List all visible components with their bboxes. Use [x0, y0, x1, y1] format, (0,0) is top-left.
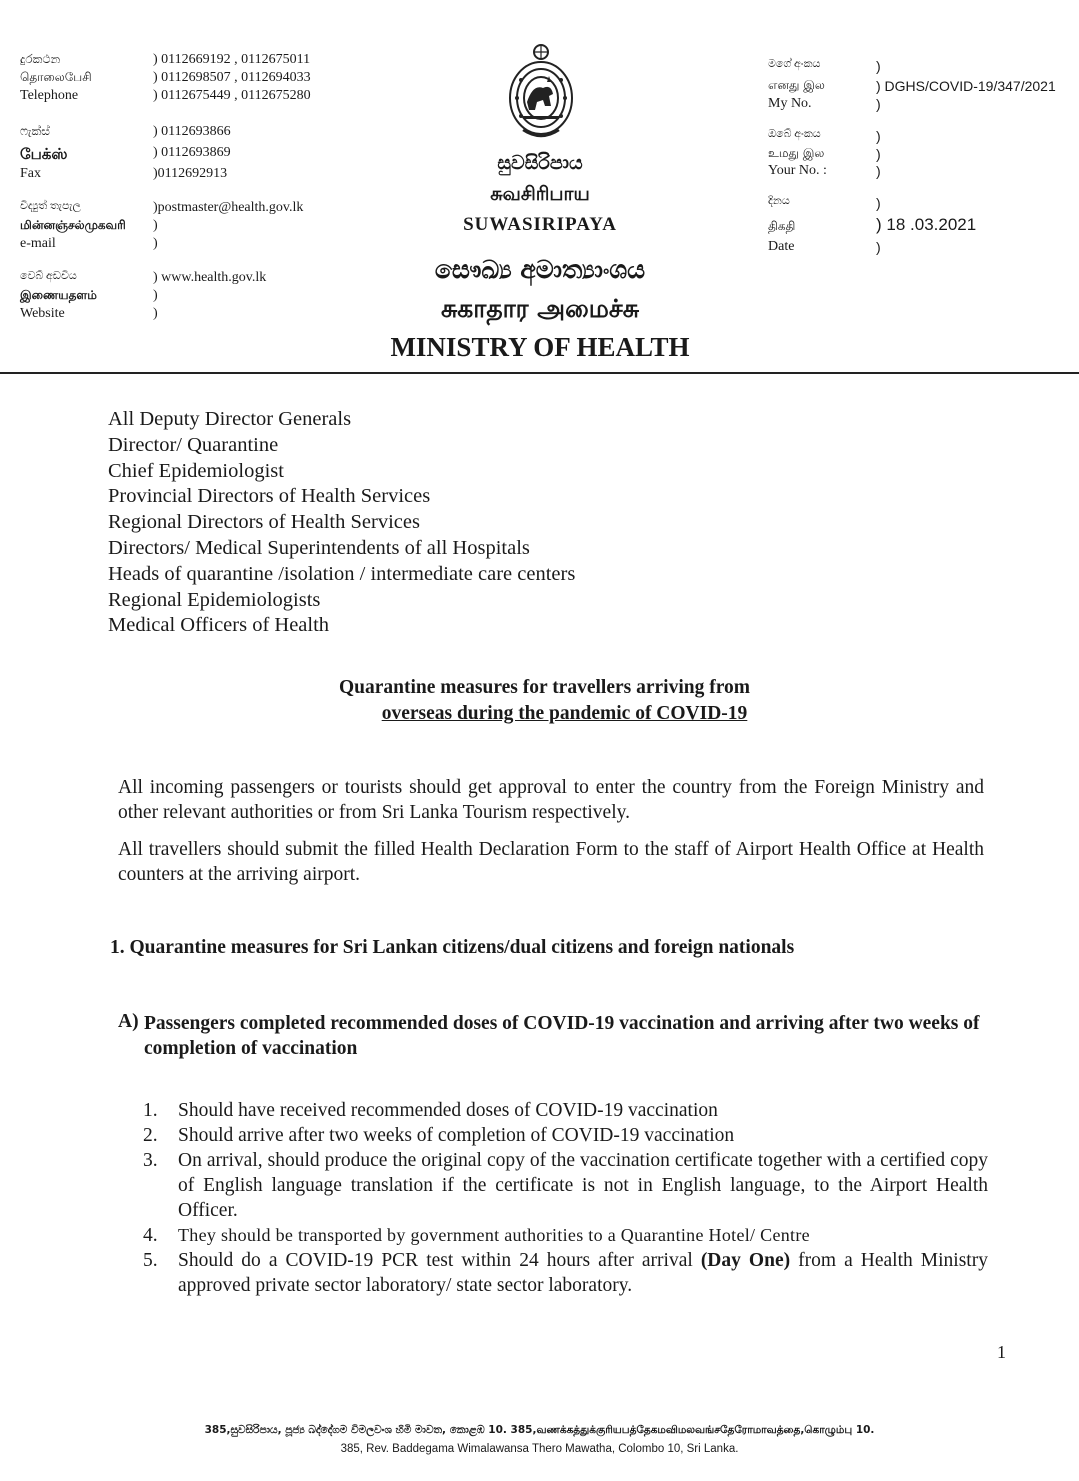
page-number: 1: [997, 1342, 1006, 1362]
contact-label: Fax: [20, 166, 41, 181]
list-number: 1.: [143, 1100, 158, 1121]
ref-label: My No.: [768, 96, 812, 111]
section-heading: 1. Quarantine measures for Sri Lankan citizens/dual citizens and foreign nationals: [110, 937, 795, 958]
contact-label: දුරකථන: [20, 52, 61, 66]
list-text: They should be transported by government authorities to a Quarantine Hotel/ Centre: [178, 1225, 810, 1245]
list-item: [143, 1223, 988, 1248]
contact-label: Telephone: [20, 88, 79, 103]
subsection-title: Passengers completed recommended doses of COVID-19 vaccination and arriving after two weeks of completion of vaccination: [144, 1013, 980, 1059]
footer-address-english: 385, Rev. Baddegama Wimalawansa Thero Mawatha, Colombo 10, Sri Lanka.: [340, 1443, 739, 1455]
list-item: [143, 1123, 988, 1148]
list-item: [143, 1248, 988, 1298]
contact-label: විද්‍යුත් තැපැල: [20, 200, 81, 212]
ref-label: මගේ අංකය: [768, 58, 821, 70]
suwasiripaya-tamil: சுவசிரிபாய: [490, 183, 590, 205]
addressee: Director/ Quarantine: [108, 433, 279, 456]
contact-value: ) 0112675449 , 0112675280: [153, 88, 311, 103]
contact-label: இணையதளம்: [20, 288, 97, 302]
contact-row: [20, 166, 340, 184]
contact-value: ): [153, 236, 158, 251]
addressee: Provincial Directors of Health Services: [108, 485, 431, 508]
contact-row: [20, 200, 340, 218]
addressee: Chief Epidemiologist: [108, 459, 284, 482]
list-text: Should do a COVID-19 PCR test within 24 hours after arrival: [178, 1250, 701, 1271]
ref-label: உமது இல: [768, 146, 825, 160]
national-emblem-icon: [503, 40, 579, 144]
list-item: [143, 1148, 988, 1223]
date-value: ) 18 .03.2021: [876, 215, 977, 234]
ref-label: Your No. :: [768, 163, 827, 178]
list-number: 4.: [143, 1225, 158, 1246]
contact-label: e-mail: [20, 236, 56, 251]
list-text-bold: (Day One): [700, 1250, 791, 1271]
addressee: Medical Officers of Health: [108, 614, 330, 637]
contact-value: ): [153, 288, 158, 303]
contact-value: ) 0112698507 , 0112694033: [153, 70, 311, 85]
subject-line-1: Quarantine measures for travellers arriving from: [338, 677, 751, 698]
ministry-tamil: சுகாதார அமைச்சு: [440, 294, 640, 323]
contact-row: [20, 88, 340, 106]
suwasiripaya-english: SUWASIRIPAYA: [463, 214, 617, 235]
addressee: Directors/ Medical Superintendents of all Hospitals: [108, 536, 530, 559]
ministry-sinhala: සෞඛ්‍ය අමාත්‍යාංශය: [434, 255, 646, 284]
contact-row: [20, 270, 340, 288]
ref-label: දිනය: [768, 195, 790, 207]
requirements-list: [143, 1098, 988, 1298]
contact-value: ) 0112693869: [153, 145, 231, 160]
intro-paragraph: All travellers should submit the filled Health Declaration Form to the staff of Airport Health Office at Health counters at the arriving airport.: [118, 839, 984, 885]
ref-value: ): [876, 58, 881, 74]
list-text: On arrival, should produce the original copy of the vaccination certificate together with a certified copy of English language translation if the certificate is not in English language, to the Airport Health Officer.: [178, 1150, 988, 1221]
addressee: Regional Epidemiologists: [108, 588, 321, 611]
addressee-list: [108, 407, 575, 639]
subject-line-2: overseas during the pandemic of COVID-19: [381, 703, 748, 724]
list-text: Should arrive after two weeks of completion of COVID-19 vaccination: [178, 1125, 735, 1146]
contact-label: தொலைபேசி: [20, 70, 92, 84]
subsection-letter: A): [118, 1011, 139, 1032]
ref-label: ඔබේ අංකය: [768, 128, 821, 140]
list-number: 2.: [143, 1125, 158, 1146]
addressee: Regional Directors of Health Services: [108, 511, 420, 534]
addressee: All Deputy Director Generals: [108, 408, 352, 430]
ref-value: ): [876, 128, 881, 144]
footer-address-local: 385,සුවසිරිපාය, පූජ්‍ය බද්දේගම විමලවංශ හිමි මාවත, කොළඹ 10. 385,வணக்கத்துக்குரியபத்தேகமவிமலவங்சதேரோமாவத்தை,கொழும்பு 10.: [204, 1424, 875, 1436]
contact-row: [20, 236, 340, 254]
ref-label: Date: [768, 239, 795, 254]
list-number: 5.: [143, 1250, 158, 1271]
intro-paragraph: All incoming passengers or tourists should get approval to enter the country from the Foreign Ministry and other relevant authorities or from Sri Lanka Tourism respectively.: [118, 777, 984, 823]
contact-value: )postmaster@health.gov.lk: [153, 200, 304, 215]
contact-label: பேக்ஸ்: [20, 145, 68, 163]
contact-value: ): [153, 306, 158, 321]
ref-value: ): [876, 163, 881, 179]
contact-value: )0112692913: [153, 166, 228, 181]
list-text: from a Health Ministry approved private sector laboratory/ state sector laboratory.: [178, 1250, 988, 1296]
ref-value: ): [876, 195, 881, 211]
ref-label: எனது இல: [768, 78, 825, 92]
list-text: Should have received recommended doses of COVID-19 vaccination: [178, 1100, 718, 1121]
contact-label: වෙබ් අඩවිය: [20, 270, 77, 282]
ref-label: திகதி: [768, 219, 796, 233]
contact-row: [20, 218, 340, 236]
contact-label: ෆැක්ස්: [20, 124, 50, 138]
list-item: [143, 1098, 988, 1123]
list-number: 3.: [143, 1150, 158, 1171]
contact-value: ) 0112669192 , 0112675011: [153, 52, 311, 67]
contact-row: [20, 52, 340, 70]
contact-label: Website: [20, 306, 65, 321]
contact-label: மின்னஞ்சல்முகவரி: [20, 218, 126, 232]
contact-row: [20, 288, 340, 306]
ref-value: ) DGHS/COVID-19/347/2021: [876, 78, 1056, 94]
ministry-english: MINISTRY OF HEALTH: [390, 332, 690, 362]
ref-value: ): [876, 146, 881, 162]
contact-row: [20, 306, 340, 324]
contact-row: [20, 124, 340, 142]
contact-row: [20, 70, 340, 88]
contact-row: [20, 145, 340, 163]
contact-value: ): [153, 218, 158, 233]
header-divider: [0, 372, 1079, 374]
ref-value: ): [876, 96, 881, 112]
contact-value: ) 0112693866: [153, 124, 231, 139]
ref-value: ): [876, 239, 881, 255]
addressee: Heads of quarantine /isolation / intermediate care centers: [108, 562, 576, 585]
suwasiripaya-sinhala: සුවසිරිපාය: [497, 152, 583, 174]
contact-value: ) www.health.gov.lk: [153, 270, 267, 285]
